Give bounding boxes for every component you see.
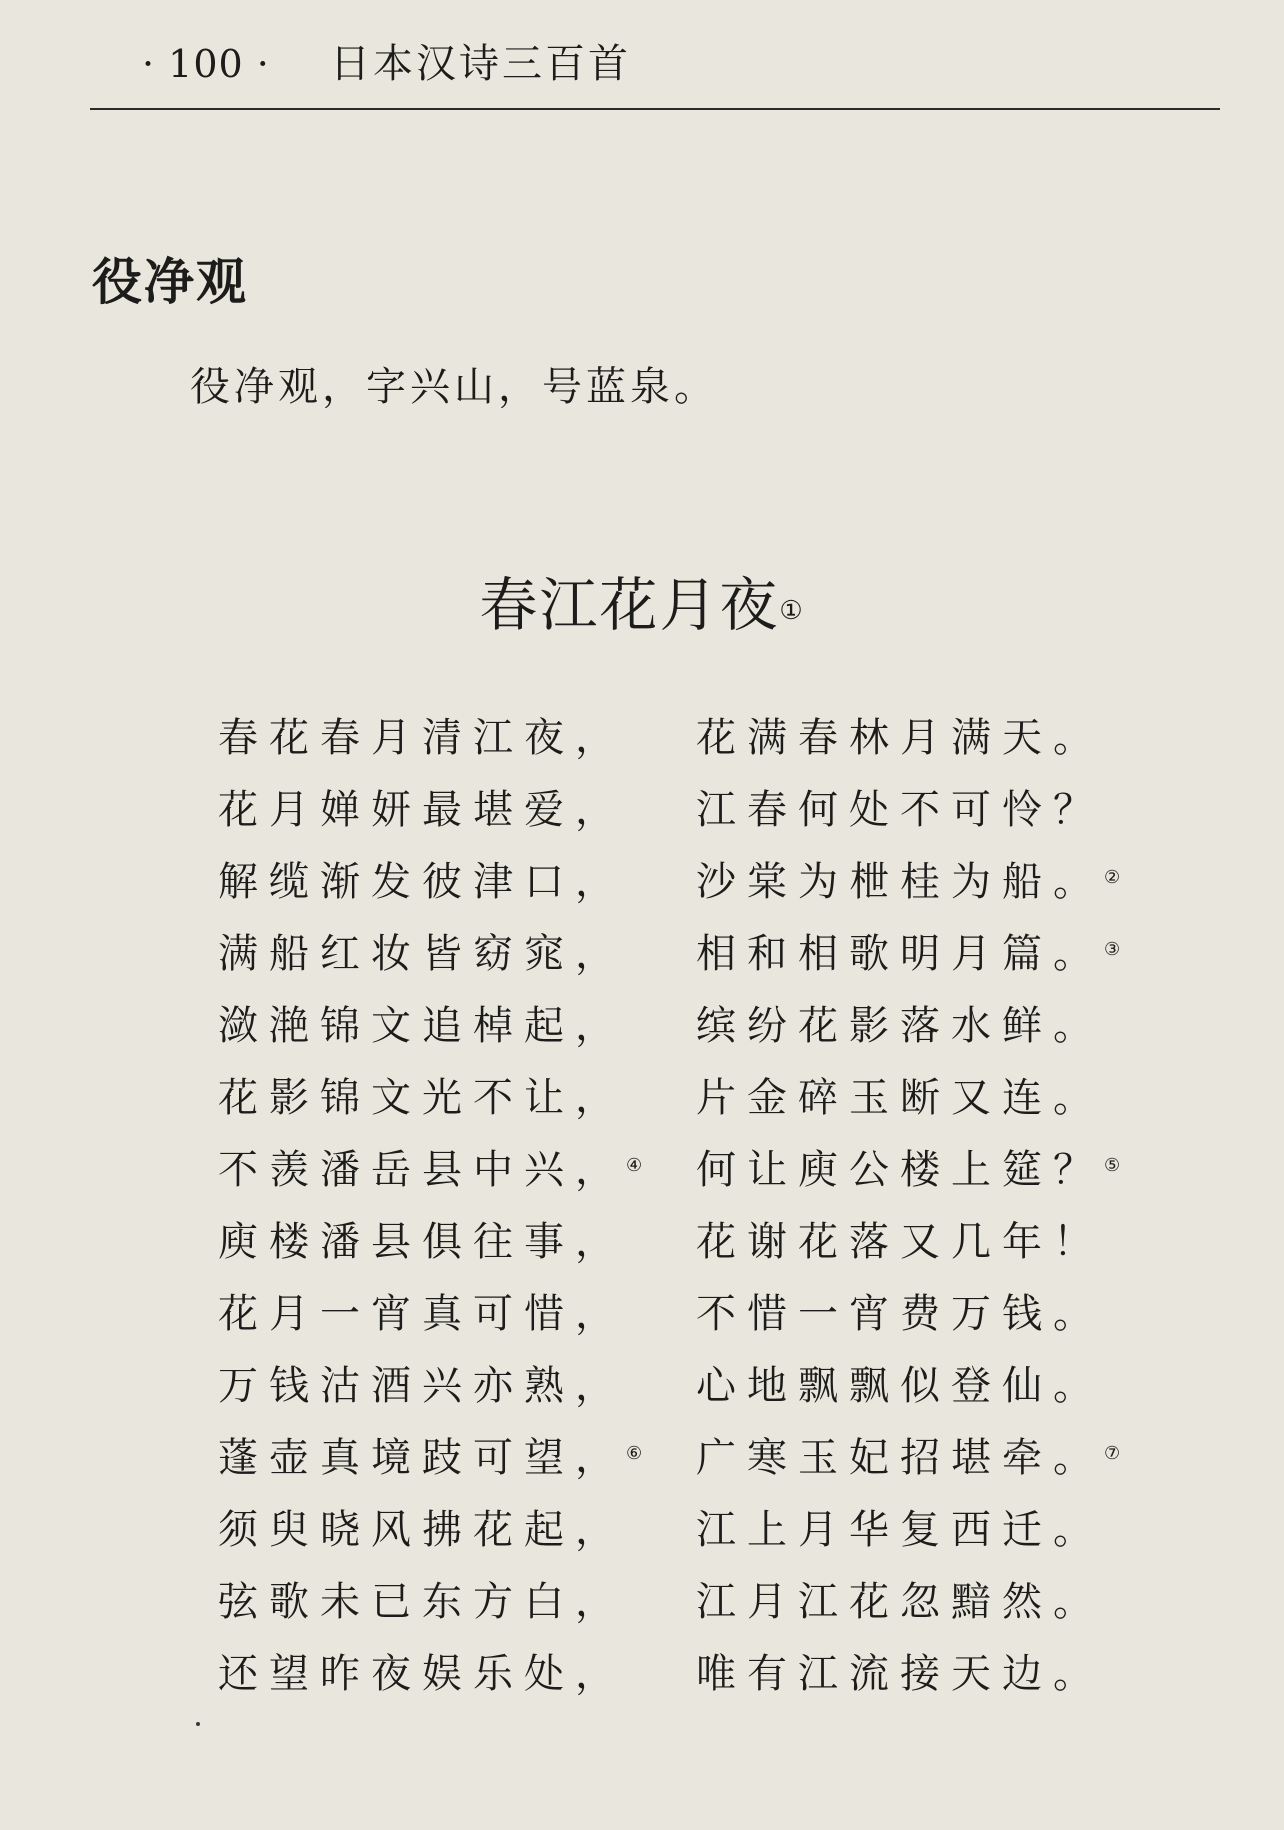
verse-text: 万钱沽酒兴亦熟， xyxy=(218,1363,626,1409)
verse-text: 弦歌未已东方白， xyxy=(218,1579,626,1625)
footnote-marker: ① xyxy=(779,596,805,626)
author-bio: 役净观，字兴山，号蓝泉。 xyxy=(190,364,718,410)
page-number: · 100 · xyxy=(142,42,270,86)
verse-text: 庾楼潘县俱往事， xyxy=(218,1219,626,1265)
poem-left-verse xyxy=(218,1430,642,1486)
poem-line xyxy=(0,1214,1284,1286)
poem-title xyxy=(0,570,1284,640)
poem-left-verse xyxy=(218,854,626,910)
page-header xyxy=(0,0,1284,118)
poem-left-verse xyxy=(218,1502,626,1558)
poem-right-verse xyxy=(696,854,1120,910)
poem-line xyxy=(0,998,1284,1070)
verse-text: 还望昨夜娱乐处， xyxy=(218,1651,626,1697)
footnote-marker: ③ xyxy=(1104,939,1121,960)
header-rule xyxy=(90,108,1220,110)
poem-left-verse xyxy=(218,1286,626,1342)
poem-left-verse xyxy=(218,998,626,1054)
book-title: 日本汉诗三百首 xyxy=(330,41,631,87)
poem-body xyxy=(0,710,1284,1718)
poem-left-verse xyxy=(218,1142,642,1198)
poem-line xyxy=(0,1070,1284,1142)
verse-text: 片金碎玉断又连。 xyxy=(696,1075,1104,1121)
verse-text: 相和相歌明月篇。 xyxy=(696,931,1104,977)
poem-line xyxy=(0,1574,1284,1646)
poem-right-verse xyxy=(696,1574,1104,1630)
poem-line xyxy=(0,782,1284,854)
verse-text: 广寒玉妃招堪牵。 xyxy=(696,1435,1104,1481)
poem-line xyxy=(0,1286,1284,1358)
verse-text: 江上月华复西迁。 xyxy=(696,1507,1104,1553)
poem-line xyxy=(0,710,1284,782)
poem-left-verse xyxy=(218,1214,626,1270)
poem-line xyxy=(0,1142,1284,1214)
poem-left-verse xyxy=(218,926,626,982)
verse-text: 唯有江流接天边。 xyxy=(696,1651,1104,1697)
verse-text: 解缆渐发彼津口， xyxy=(218,859,626,905)
poem-title-text: 春江花月夜 xyxy=(479,571,780,639)
poem-left-verse xyxy=(218,1070,626,1126)
verse-text: 缤纷花影落水鲜。 xyxy=(696,1003,1104,1049)
verse-text: 花月一宵真可惜， xyxy=(218,1291,626,1337)
verse-text: 花谢花落又几年！ xyxy=(696,1219,1104,1265)
verse-text: 不羡潘岳县中兴， xyxy=(218,1147,626,1193)
poem-right-verse xyxy=(696,782,1104,838)
verse-text: 不惜一宵费万钱。 xyxy=(696,1291,1104,1337)
footnote-marker: ⑦ xyxy=(1104,1443,1121,1464)
poem-left-verse xyxy=(218,1646,626,1702)
poem-right-verse xyxy=(696,1358,1104,1414)
poem-right-verse xyxy=(696,1214,1104,1270)
verse-text: 花影锦文光不让， xyxy=(218,1075,626,1121)
poem-right-verse xyxy=(696,1430,1120,1486)
poem-line xyxy=(0,1502,1284,1574)
author-name: 役净观 xyxy=(92,253,248,311)
poem-left-verse xyxy=(218,1358,626,1414)
verse-text: 江春何处不可怜？ xyxy=(696,787,1104,833)
verse-text: 花满春林月满天。 xyxy=(696,715,1104,761)
print-speck xyxy=(196,1722,200,1726)
footnote-marker: ④ xyxy=(626,1155,643,1176)
verse-text: 何让庾公楼上筵？ xyxy=(696,1147,1104,1193)
poem-right-verse xyxy=(696,1070,1104,1126)
verse-text: 满船红妆皆窈窕， xyxy=(218,931,626,977)
verse-text: 春花春月清江夜， xyxy=(218,715,626,761)
poem-right-verse xyxy=(696,1142,1120,1198)
poem-line xyxy=(0,1646,1284,1718)
footnote-marker: ⑤ xyxy=(1104,1155,1121,1176)
poem-line xyxy=(0,854,1284,926)
poem-right-verse xyxy=(696,1502,1104,1558)
verse-text: 须臾晓风拂花起， xyxy=(218,1507,626,1553)
poem-right-verse xyxy=(696,998,1104,1054)
verse-text: 沙棠为枻桂为船。 xyxy=(696,859,1104,905)
footnote-marker: ⑥ xyxy=(626,1443,643,1464)
poem-right-verse xyxy=(696,926,1120,982)
poem-left-verse xyxy=(218,710,626,766)
poem-line xyxy=(0,1430,1284,1502)
verse-text: 蓬壶真境跂可望， xyxy=(218,1435,626,1481)
footnote-marker: ② xyxy=(1104,867,1121,888)
poem-right-verse xyxy=(696,1286,1104,1342)
verse-text: 潋滟锦文追棹起， xyxy=(218,1003,626,1049)
poem-left-verse xyxy=(218,1574,626,1630)
verse-text: 花月婵妍最堪爱， xyxy=(218,787,626,833)
verse-text: 江月江花忽黯然。 xyxy=(696,1579,1104,1625)
verse-text: 心地飘飘似登仙。 xyxy=(696,1363,1104,1409)
poem-right-verse xyxy=(696,1646,1104,1702)
poem-left-verse xyxy=(218,782,626,838)
poem-line xyxy=(0,1358,1284,1430)
poem-line xyxy=(0,926,1284,998)
poem-right-verse xyxy=(696,710,1104,766)
